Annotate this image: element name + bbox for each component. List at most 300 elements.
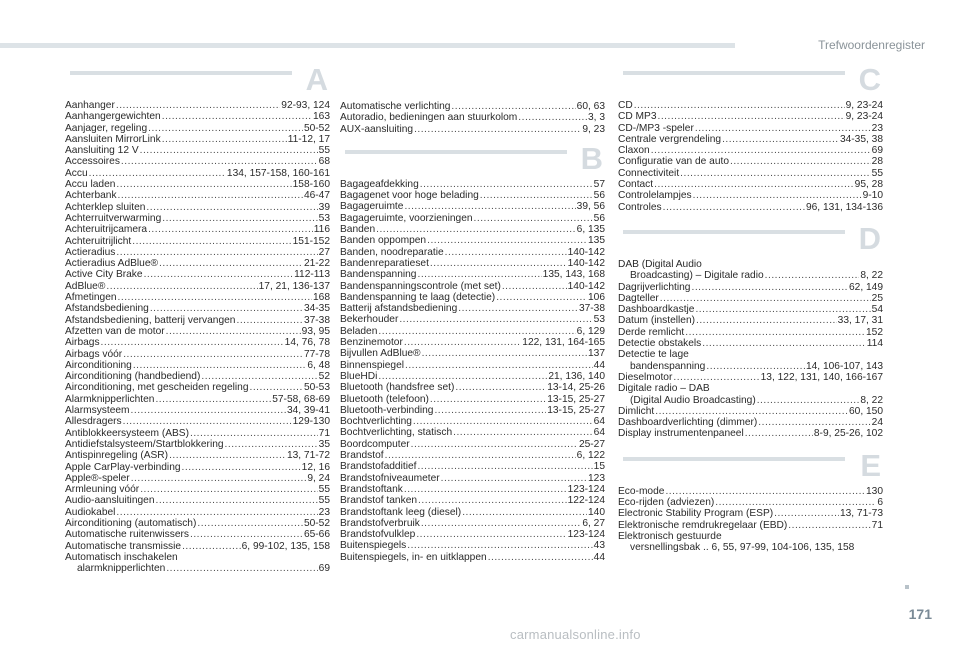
entry-pages: 55: [871, 167, 883, 179]
entry-term: Dieselmotor: [618, 371, 673, 383]
index-entry: [618, 168, 883, 179]
entry-pages: 137: [588, 348, 605, 360]
page-header-title: Trefwoordenregister: [818, 38, 925, 52]
entry-term: Active City Brake: [65, 269, 143, 281]
index-entry: [65, 541, 330, 552]
entry-pages: 50-53: [303, 382, 330, 394]
index-entry: [65, 134, 330, 145]
index-entry: [618, 327, 883, 338]
entry-pages: 53: [318, 212, 330, 224]
entry-pages: 151-152: [292, 235, 330, 247]
entry-pages: 11-12, 17: [287, 133, 330, 145]
entry-term: Actieradius: [65, 246, 116, 258]
entry-pages: 92-93, 124: [281, 100, 330, 111]
leader-dots: [757, 395, 860, 406]
leader-dots: [451, 101, 575, 112]
entry-pages: 152: [866, 326, 883, 338]
leader-dots: [89, 168, 226, 179]
entry-pages: 57: [593, 178, 605, 190]
index-entry: [618, 315, 883, 326]
index-entry: [340, 382, 605, 393]
index-entry: [65, 303, 330, 314]
leader-dots: [190, 529, 303, 540]
leader-dots: [663, 202, 805, 213]
leader-dots: [190, 428, 318, 439]
entry-pages: 116: [313, 224, 330, 236]
index-entry: [618, 372, 883, 383]
leader-dots: [414, 124, 581, 135]
leader-dots: [774, 508, 839, 519]
index-entry: [340, 495, 605, 506]
entry-pages: 60, 63: [576, 101, 605, 112]
entry-term: Brandstoftank leeg (diesel): [340, 506, 462, 518]
entry-pages: 130: [866, 485, 883, 497]
entry-pages: 27: [318, 246, 330, 258]
leader-dots: [155, 394, 271, 405]
leader-dots: [378, 326, 575, 337]
leader-dots: [685, 327, 865, 338]
entry-pages: 44: [593, 359, 605, 371]
leader-dots: [453, 427, 593, 438]
entry-pages: 93, 95: [301, 325, 330, 337]
index-entry: [340, 461, 605, 472]
entry-pages: 95, 28: [854, 179, 883, 191]
entry-pages: 114: [866, 338, 883, 350]
entry-pages: 69: [318, 563, 330, 575]
leader-dots: [106, 281, 257, 292]
leader-dots: [162, 111, 312, 122]
entry-term: Buitenspiegels, in- en uitklappen: [340, 551, 487, 563]
entry-term: Bagageruimte: [340, 201, 404, 213]
entry-term: Bluetooth (handsfree set): [340, 382, 455, 394]
entry-term: Brandstoftank: [340, 483, 403, 495]
entry-pages: 77-78: [303, 348, 330, 360]
entry-term: Bekerhouder: [340, 314, 399, 326]
entry-pages: 168: [313, 292, 330, 304]
index-column-c: [618, 60, 883, 554]
entry-term: Accu: [65, 167, 88, 179]
entry-pages: 6, 48: [307, 359, 330, 371]
index-entry: [65, 371, 330, 382]
entry-pages: 123-124: [567, 529, 605, 541]
entry-term: Brandstof tanken: [340, 495, 418, 507]
index-entry: [65, 337, 330, 348]
entry-subterm: bandenspanning: [630, 360, 706, 372]
entry-term: Brandstofadditief: [340, 461, 417, 473]
entry-term: Armleuning vóór: [65, 484, 140, 496]
entry-pages: 54: [871, 304, 883, 316]
index-entry: [65, 281, 330, 292]
index-entry: [618, 417, 883, 428]
entry-term: Beladen: [340, 325, 378, 337]
index-entry: [65, 473, 330, 484]
index-column-a: [65, 60, 330, 574]
header-bar: [0, 43, 735, 48]
entry-pages: 33, 17, 31: [837, 315, 883, 327]
entry-list-a-continued: [340, 101, 605, 135]
index-entry: [65, 484, 330, 495]
index-entry: [65, 462, 330, 473]
entry-pages: 21, 136, 140: [548, 370, 605, 382]
entry-term: Dashboardkastje: [618, 304, 695, 316]
leader-dots: [420, 179, 593, 190]
leader-dots: [140, 145, 318, 156]
entry-term: Bandenspanningscontrole (met set): [340, 280, 501, 292]
entry-pages: 39, 56: [576, 201, 605, 213]
entry-pages: 158-160: [292, 179, 330, 191]
entry-term: Digitale radio – DAB: [618, 383, 710, 395]
entry-pages: 50-52: [303, 122, 330, 134]
entry-pages: 140: [588, 506, 605, 518]
leader-dots: [651, 145, 871, 156]
entry-pages: 35: [318, 438, 330, 450]
entry-term: Airbags: [65, 337, 100, 349]
index-entry: [65, 179, 330, 190]
entry-pages: 129-130: [292, 416, 330, 428]
entry-term: Configuratie van de auto: [618, 156, 730, 168]
entry-pages: 69: [871, 145, 883, 157]
leader-dots: [706, 361, 805, 372]
entry-pages: 71: [871, 519, 883, 531]
index-entry: [65, 439, 330, 450]
entry-pages: 65-66: [303, 529, 330, 541]
leader-dots: [197, 518, 303, 529]
entry-list-b: [340, 179, 605, 563]
entry-term: Afstandsbediening: [65, 303, 149, 315]
entry-term: Contact: [618, 179, 654, 191]
leader-dots: [696, 315, 837, 326]
entry-term: Accessoires: [65, 156, 120, 168]
index-entry: [340, 484, 605, 495]
entry-term: Accu laden: [65, 179, 116, 191]
index-entry: [65, 190, 330, 201]
index-entry: [65, 145, 330, 156]
index-entry: [618, 282, 883, 293]
leader-dots: [144, 269, 294, 280]
leader-dots: [132, 236, 291, 247]
section-letter-a: A: [305, 62, 328, 97]
page-number: 171: [908, 606, 932, 622]
index-entry: [340, 371, 605, 382]
entry-pages: 9, 24: [307, 472, 330, 484]
entry-term: Buitenspiegels: [340, 540, 407, 552]
entry-pages: 8-9, 25-26, 102: [813, 428, 883, 440]
leader-dots: [445, 247, 567, 258]
index-entry: [340, 348, 605, 359]
entry-term: Antidiefstalsysteem/Startblokkering: [65, 438, 224, 450]
index-entry: [618, 123, 883, 134]
entry-pages: 55: [318, 484, 330, 496]
leader-dots: [166, 563, 317, 574]
entry-pages: 34, 39-41: [286, 405, 330, 417]
index-entry: [618, 293, 883, 304]
leader-dots: [118, 190, 303, 201]
entry-term: Brandstofverbruik: [340, 517, 420, 529]
index-entry: [618, 179, 883, 190]
entry-term: Brandstof: [340, 450, 384, 462]
leader-dots: [404, 484, 567, 495]
index-entry: [65, 100, 330, 111]
entry-term: Bluetooth (telefoon): [340, 393, 429, 405]
index-entry: [340, 518, 605, 529]
entry-term: Elektronische remdrukregelaar (EBD): [618, 519, 788, 531]
page-marker: [905, 585, 909, 589]
index-entry: [340, 416, 605, 427]
entry-pages: 23: [318, 506, 330, 518]
index-entry: [340, 337, 605, 348]
index-entry: [65, 224, 330, 235]
entry-term: Allesdragers: [65, 416, 122, 428]
leader-dots: [418, 495, 567, 506]
entry-pages: 13, 122, 131, 140, 166-167: [760, 371, 883, 383]
leader-dots: [702, 338, 866, 349]
entry-term: Afstandsbediening, batterij vervangen: [65, 314, 236, 326]
leader-dots: [480, 190, 593, 201]
entry-term: Aansluiting 12 V: [65, 145, 139, 157]
entry-term: Airconditioning: [65, 359, 132, 371]
leader-dots: [434, 405, 546, 416]
entry-term: Achterklep sluiten: [65, 201, 146, 213]
section-header-d: [618, 219, 883, 259]
section-letter-b: B: [580, 140, 603, 176]
entry-term: Dashboardverlichting (dimmer): [618, 417, 758, 429]
entry-term: Dagteller: [618, 292, 659, 304]
entry-pages: 37-38: [303, 314, 330, 326]
leader-dots: [695, 123, 871, 134]
entry-term: Achterbank: [65, 190, 117, 202]
index-entry: [340, 360, 605, 371]
entry-term: Automatische ruitenwissers: [65, 529, 189, 541]
leader-dots: [430, 394, 546, 405]
leader-dots: [673, 372, 759, 383]
leader-dots: [788, 520, 870, 531]
leader-dots: [166, 326, 301, 337]
leader-dots: [146, 202, 317, 213]
index-entry: [618, 520, 883, 531]
entry-term: Airconditioning (automatisch): [65, 517, 197, 529]
entry-pages: 28: [871, 156, 883, 168]
leader-dots: [162, 213, 317, 224]
index-entry: [340, 235, 605, 246]
entry-pages: 123: [588, 472, 605, 484]
entry-pages: 56: [593, 212, 605, 224]
leader-dots: [758, 417, 870, 428]
entry-pages: 6, 27: [582, 517, 605, 529]
leader-dots: [693, 190, 862, 201]
entry-term: BlueHDi: [340, 370, 378, 382]
entry-pages: 6: [877, 497, 883, 509]
index-entry: [65, 416, 330, 427]
entry-pages: 43: [593, 540, 605, 552]
section-header-c: [618, 60, 883, 100]
entry-subterm: alarmknipperlichten: [77, 563, 166, 575]
index-entry: [65, 168, 330, 179]
index-entry: [340, 179, 605, 190]
entry-term: Display instrumentenpaneel: [618, 428, 744, 440]
entry-term: Aanhangergewichten: [65, 111, 161, 123]
leader-dots: [225, 439, 318, 450]
leader-dots: [417, 461, 592, 472]
entry-term: Benzinemotor: [340, 337, 403, 349]
leader-dots: [182, 462, 301, 473]
entry-term: Derde remlicht: [618, 326, 685, 338]
leader-dots: [422, 348, 587, 359]
index-entry: [340, 427, 605, 438]
index-entry: [65, 326, 330, 337]
entry-term: Batterij afstandsbediening: [340, 303, 458, 315]
index-entry: [340, 124, 605, 135]
index-entry: [65, 518, 330, 529]
leader-dots: [399, 314, 592, 325]
entry-term: Brandstofniveaumeter: [340, 472, 440, 484]
entry-pages: 24: [871, 417, 883, 429]
entry-pages: 6, 122: [576, 450, 605, 462]
entry-term: Bochtverlichting, statisch: [340, 427, 453, 439]
entry-term: Bagageafdekking: [340, 178, 419, 190]
index-entry: [618, 156, 883, 167]
leader-dots: [385, 450, 576, 461]
entry-term: Airconditioning, met gescheiden regeling: [65, 382, 249, 394]
index-entry: [618, 111, 883, 122]
index-column-b: [340, 101, 605, 563]
entry-term: Audiokabel: [65, 506, 116, 518]
leader-dots: [695, 304, 870, 315]
leader-dots: [680, 168, 871, 179]
index-entry: [340, 473, 605, 484]
entry-pages: 9-10: [862, 190, 883, 202]
leader-dots: [131, 405, 286, 416]
entry-subterm: (Digital Audio Broadcasting): [630, 394, 756, 406]
leader-dots: [745, 428, 813, 439]
index-entry: [618, 497, 883, 508]
entry-pages: 8, 22: [860, 270, 883, 282]
entry-pages: 64: [593, 416, 605, 428]
entry-pages: 134, 157-158, 160-161: [226, 167, 330, 179]
leader-dots: [116, 247, 317, 258]
entry-term: Aanhanger: [65, 100, 115, 111]
index-entry: [340, 303, 605, 314]
index-entry: [340, 258, 605, 269]
index-entry: [65, 394, 330, 405]
entry-term: Achteruitrijlicht: [65, 235, 132, 247]
leader-dots: [502, 281, 567, 292]
index-entry: [618, 486, 883, 497]
entry-pages: 13-15, 25-27: [547, 404, 605, 416]
index-entry: [340, 190, 605, 201]
entry-pages: 9, 23: [582, 123, 605, 135]
entry-pages: 123-124: [567, 483, 605, 495]
entry-pages: 135: [588, 235, 605, 247]
index-entry: [340, 101, 605, 112]
index-entry: [340, 314, 605, 325]
leader-dots: [140, 484, 317, 495]
entry-list-c: [618, 100, 883, 213]
entry-term: Audio-aansluitingen: [65, 495, 155, 507]
leader-dots: [421, 518, 581, 529]
entry-pages: 3, 3: [588, 112, 605, 124]
entry-term: Alarmsysteem: [65, 405, 130, 417]
leader-dots: [654, 179, 854, 190]
leader-dots: [101, 337, 284, 348]
leader-dots: [378, 371, 547, 382]
section-divider: [70, 71, 292, 75]
entry-pages: 9, 23-24: [845, 111, 883, 123]
entry-pages: 122, 131, 164-165: [522, 337, 605, 349]
entry-term: Antiblokkeersysteem (ABS): [65, 427, 189, 439]
index-entry: [340, 112, 605, 123]
index-entry: [618, 349, 883, 372]
leader-dots: [116, 100, 280, 111]
entry-pages: 37-38: [578, 303, 605, 315]
leader-dots: [722, 134, 839, 145]
section-letter-d: D: [858, 220, 881, 256]
entry-pages: 39: [318, 201, 330, 213]
entry-term: Banden, noodreparatie: [340, 246, 444, 258]
entry-pages: 122-124: [567, 495, 605, 507]
index-entry: [340, 507, 605, 518]
index-entry: [65, 111, 330, 122]
entry-term: Aansluiten MirrorLink: [65, 133, 161, 145]
entry-term: Eco-rijden (adviezen): [618, 497, 715, 509]
leader-dots: [123, 349, 303, 360]
leader-dots: [660, 293, 871, 304]
index-entry: [618, 134, 883, 145]
entry-pages: 21-22: [303, 258, 330, 270]
entry-pages: 17, 21, 136-137: [258, 280, 330, 292]
entry-list-e: [618, 486, 883, 554]
index-entry: [65, 269, 330, 280]
entry-term: Electronic Stability Program (ESP): [618, 508, 774, 520]
entry-term: AdBlue®: [65, 280, 106, 292]
leader-dots: [474, 213, 593, 224]
entry-pages: 57-58, 68-69: [272, 393, 330, 405]
section-header-b: [340, 139, 605, 179]
entry-pages: 46-47: [303, 190, 330, 202]
entry-pages: 60, 150: [849, 405, 883, 417]
entry-pages: 14, 76, 78: [284, 337, 330, 349]
entry-term: Brandstofvulklep: [340, 529, 416, 541]
entry-pages: 14, 106-107, 143: [805, 360, 883, 372]
entry-term: Actieradius AdBlue®: [65, 258, 159, 270]
index-entry: [618, 428, 883, 439]
entry-term: Afzetten van de motor: [65, 325, 165, 337]
leader-dots: [162, 134, 287, 145]
leader-dots: [405, 360, 593, 371]
leader-dots: [156, 495, 318, 506]
entry-pages: 52: [318, 371, 330, 383]
leader-dots: [765, 270, 860, 281]
entry-term: Afmetingen: [65, 292, 117, 304]
leader-dots: [655, 406, 848, 417]
entry-term: Boordcomputer: [340, 438, 410, 450]
entry-term: Connectiviteit: [618, 167, 680, 179]
entry-term: Bandenspanning te laag (detectie): [340, 291, 496, 303]
entry-pages: 140-142: [567, 246, 605, 258]
section-letter-e: E: [860, 447, 881, 483]
leader-dots: [148, 224, 313, 235]
section-divider: [623, 457, 845, 461]
index-entry: [618, 406, 883, 417]
entry-pages: 96, 131, 134-136: [805, 201, 883, 213]
entry-term: Datum (instellen): [618, 315, 695, 327]
entry-pages: 68: [318, 156, 330, 168]
index-entry: [618, 531, 883, 554]
entry-pages: 12, 16: [301, 461, 330, 473]
entry-term: Airbags vóór: [65, 348, 123, 360]
entry-pages: 6, 135: [576, 224, 605, 236]
leader-dots: [518, 112, 587, 123]
leader-dots: [411, 439, 578, 450]
